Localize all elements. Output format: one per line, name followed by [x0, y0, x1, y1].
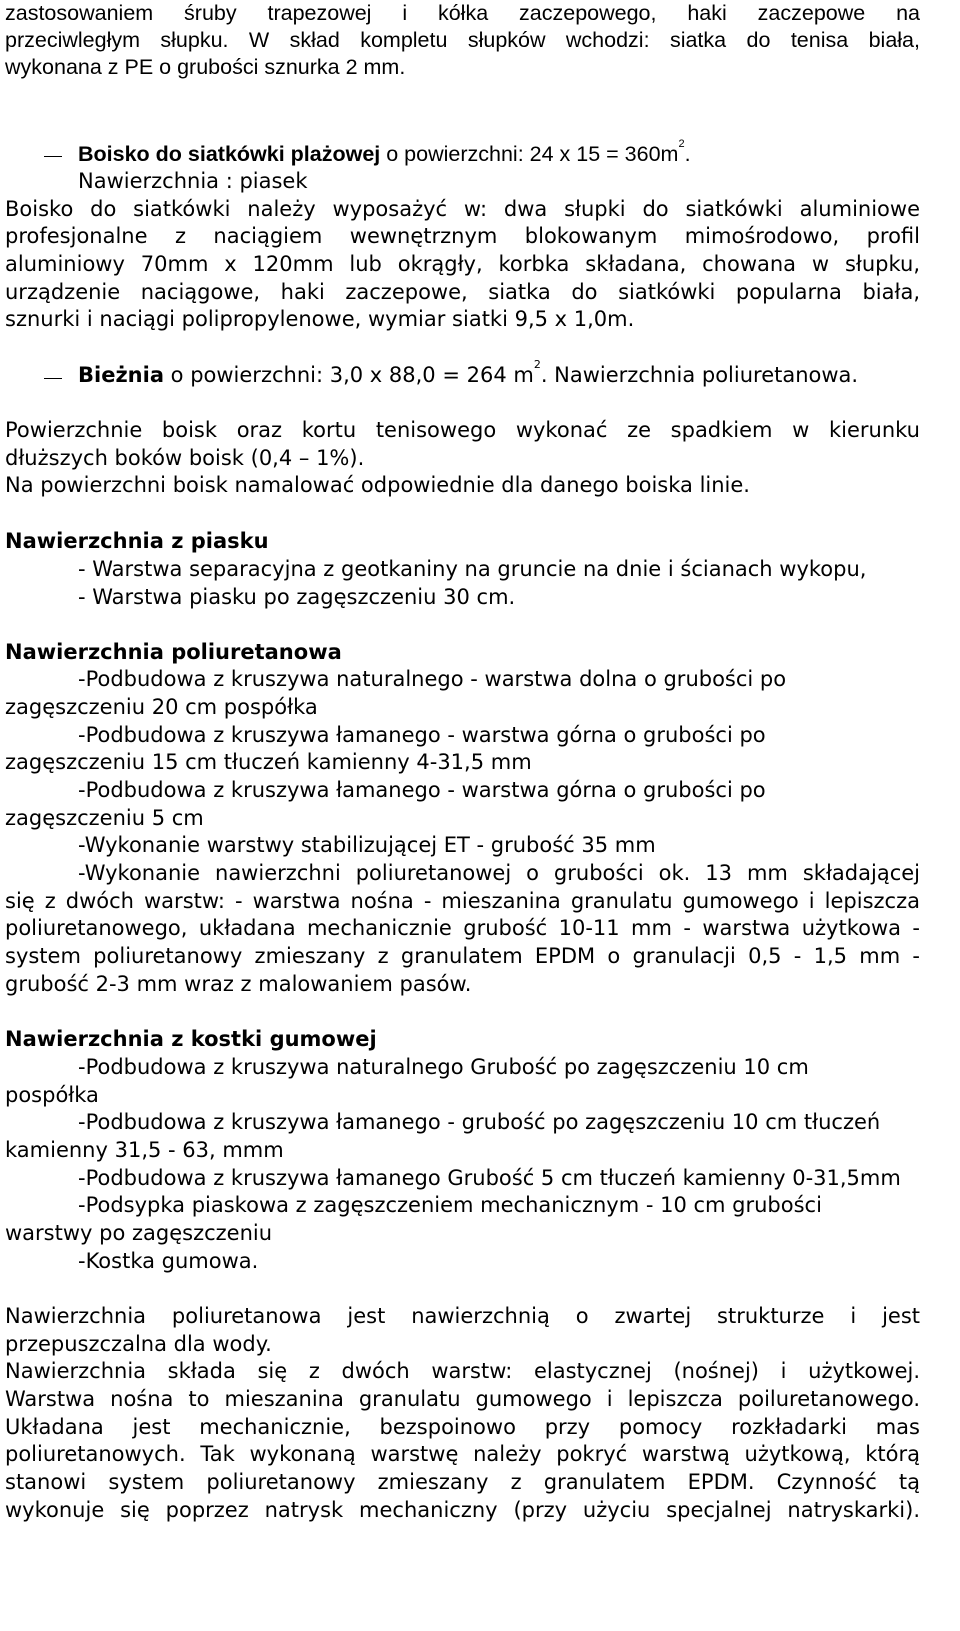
track-area-sup: 2 — [533, 358, 541, 371]
volleyball-paragraph-line: profesjonalne z naciągiem wewnętrznym blokowanym mimośrodowo, profil — [5, 224, 920, 248]
volleyball-title: Boisko do siatkówki plażowej — [78, 142, 381, 166]
track-area-end: . Nawierzchnia poliuretanowa. — [540, 363, 859, 387]
rubber-heading: Nawierzchnia z kostki gumowej — [5, 1027, 377, 1051]
rubber-line: -Podbudowa z kruszywa naturalnego Grubość po zagęszczeniu 10 cm — [78, 1055, 809, 1079]
track-area: o powierzchni: 3,0 x 88,0 = 264 m — [164, 363, 534, 387]
track-title: Bieżnia — [78, 363, 164, 387]
volleyball-paragraph-line: aluminiowy 70mm x 120mm lub okrągły, korbka składana, chowana w słupku, — [5, 252, 920, 276]
list-dash — [44, 378, 62, 379]
volleyball-surface: Nawierzchnia : piasek — [78, 169, 308, 193]
rubber-line: pospółka — [5, 1083, 99, 1107]
pu-line: poliuretanowego, układana mechanicznie grubość 10-11 mm - warstwa użytkowa - — [5, 916, 920, 940]
rubber-line: -Podbudowa z kruszywa łamanego - grubość po zagęszczeniu 10 cm tłuczeń — [78, 1110, 881, 1134]
closing-line: stanowi system poliuretanowy zmieszany z granulatem EPDM. Czynność tą — [5, 1470, 920, 1494]
closing-line: Nawierzchnia poliuretanowa jest nawierzchnią o zwartej strukturze i jest — [5, 1304, 920, 1328]
sand-item: - Warstwa piasku po zagęszczeniu 30 cm. — [78, 585, 516, 609]
volleyball-area: o powierzchni: 24 x 15 = 360m — [380, 142, 679, 166]
rubber-line: warstwy po zagęszczeniu — [5, 1221, 273, 1245]
pu-line: zagęszczeniu 15 cm tłuczeń kamienny 4-31,5 mm — [5, 750, 532, 774]
pu-line: system poliuretanowy zmieszany z granulatem EPDM o granulacji 0,5 - 1,5 mm - — [5, 944, 920, 968]
volleyball-heading-line — [78, 138, 920, 168]
pu-line: -Wykonanie warstwy stabilizującej ET - grubość 35 mm — [78, 833, 656, 857]
pu-line: zagęszczeniu 20 cm pospółka — [5, 695, 318, 719]
rubber-line: kamienny 31,5 - 63, mmm — [5, 1138, 284, 1162]
rubber-line: -Podbudowa z kruszywa łamanego Grubość 5 cm tłuczeń kamienny 0-31,5mm — [78, 1166, 901, 1190]
pu-line: zagęszczeniu 5 cm — [5, 806, 204, 830]
general-line: Na powierzchni boisk namalować odpowiednie dla danego boiska linie. — [5, 473, 750, 497]
pu-line: -Podbudowa z kruszywa naturalnego - warstwa dolna o grubości po — [78, 667, 787, 691]
pu-line: się z dwóch warstw: - warstwa nośna - mieszanina granulatu gumowego i lepiszcza — [5, 889, 920, 913]
pu-line: grubość 2-3 mm wraz z malowaniem pasów. — [5, 972, 472, 996]
volleyball-paragraph-line: Boisko do siatkówki należy wyposażyć w: dwa słupki do siatkówki aluminiowe — [5, 197, 920, 221]
volleyball-paragraph-line: urządzenie naciągowe, haki zaczepowe, siatka do siatkówki popularna biała, — [5, 280, 920, 304]
intro-line: wykonana z PE o grubości sznurka 2 mm. — [5, 55, 406, 79]
sand-heading: Nawierzchnia z piasku — [5, 529, 269, 553]
intro-line: zastosowaniem śruby trapezowej i kółka zaczepowego, haki zaczepowe na — [5, 1, 920, 25]
pu-line: -Podbudowa z kruszywa łamanego - warstwa górna o grubości po — [78, 778, 766, 802]
closing-line: przepuszczalna dla wody. — [5, 1332, 272, 1356]
track-heading-line — [78, 358, 920, 389]
volleyball-area-sup: 2 — [678, 138, 685, 150]
sand-item: - Warstwa separacyjna z geotkaniny na gruncie na dnie i ścianach wykopu, — [78, 557, 867, 581]
closing-line: Warstwa nośna to mieszanina granulatu gumowego i lepiszcza poiluretanowego. — [5, 1387, 920, 1411]
rubber-line: -Podsypka piaskowa z zagęszczeniem mechanicznym - 10 cm grubości — [78, 1193, 822, 1217]
general-line: Powierzchnie boisk oraz kortu tenisowego wykonać ze spadkiem w kierunku — [5, 418, 920, 442]
volleyball-paragraph-line: sznurki i naciągi polipropylenowe, wymiar siatki 9,5 x 1,0m. — [5, 307, 635, 331]
volleyball-area-end: . — [684, 142, 691, 166]
closing-line: poliuretanowych. Tak wykonaną warstwę należy pokryć warstwą użytkową, którą — [5, 1442, 920, 1466]
general-line: dłuższych boków boisk (0,4 – 1%). — [5, 446, 365, 470]
closing-line: Nawierzchnia składa się z dwóch warstw: elastycznej (nośnej) i użytkowej. — [5, 1359, 920, 1383]
pu-line: -Wykonanie nawierzchni poliuretanowej o grubości ok. 13 mm składającej — [78, 861, 920, 885]
intro-line: przeciwległym słupku. W skład kompletu słupków wchodzi: siatka do tenisa biała, — [5, 28, 920, 52]
pu-heading: Nawierzchnia poliuretanowa — [5, 640, 342, 664]
closing-line: Układana jest mechanicznie, bezspoinowo przy pomocy rozkładarki mas — [5, 1415, 920, 1439]
pu-line: -Podbudowa z kruszywa łamanego - warstwa górna o grubości po — [78, 723, 766, 747]
rubber-line: -Kostka gumowa. — [78, 1249, 259, 1273]
closing-line: wykonuje się poprzez natrysk mechaniczny (przy użyciu specjalnej natryskarki). — [5, 1498, 920, 1522]
list-dash — [44, 156, 62, 157]
